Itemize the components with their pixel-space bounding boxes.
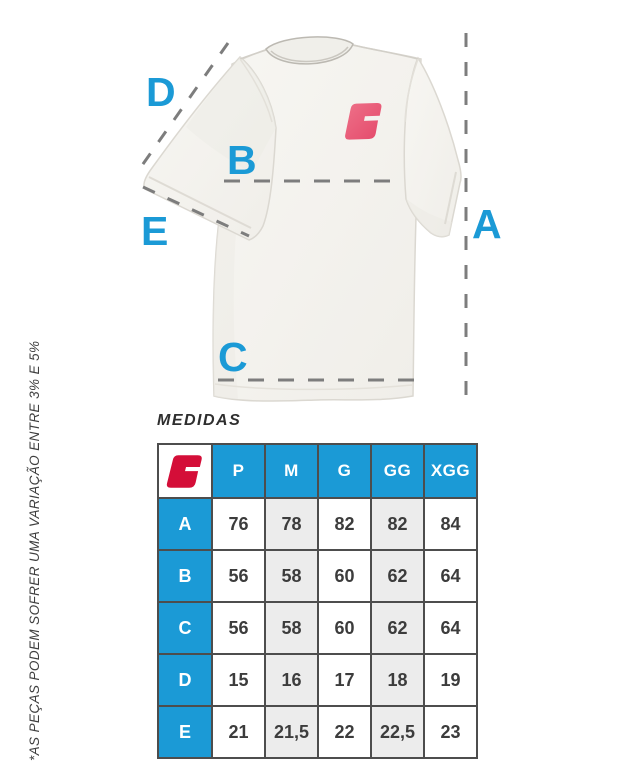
cell-e-gg: 22,5 — [372, 707, 423, 757]
tshirt-illustration — [144, 37, 461, 401]
cell-b-g: 60 — [319, 551, 370, 601]
cell-e-m: 21,5 — [266, 707, 317, 757]
table-title: MEDIDAS — [157, 412, 242, 429]
cell-c-p: 56 — [213, 603, 264, 653]
cell-e-g: 22 — [319, 707, 370, 757]
cell-e-xgg: 23 — [425, 707, 476, 757]
cell-a-gg: 82 — [372, 499, 423, 549]
cell-c-m: 58 — [266, 603, 317, 653]
size-table — [157, 443, 478, 759]
cell-d-xgg: 19 — [425, 655, 476, 705]
cell-a-xgg: 84 — [425, 499, 476, 549]
measure-label-a: A — [472, 201, 502, 247]
variation-note: *AS PEÇAS PODEM SOFRER UMA VARIAÇÃO ENTRE 3% E 5% — [27, 340, 42, 761]
column-header-g: G — [319, 445, 370, 497]
row-label-c: C — [159, 603, 211, 653]
row-label-d: D — [159, 655, 211, 705]
row-label-e: E — [159, 707, 211, 757]
cell-d-g: 17 — [319, 655, 370, 705]
column-header-xgg: XGG — [425, 445, 476, 497]
cell-a-g: 82 — [319, 499, 370, 549]
brand-g-logo-icon — [166, 454, 204, 489]
measure-label-e: E — [141, 208, 169, 254]
cell-a-m: 78 — [266, 499, 317, 549]
measure-label-d: D — [146, 69, 176, 115]
cell-a-p: 76 — [213, 499, 264, 549]
brand-logo-cell — [159, 445, 211, 497]
cell-d-gg: 18 — [372, 655, 423, 705]
cell-e-p: 21 — [213, 707, 264, 757]
cell-b-p: 56 — [213, 551, 264, 601]
cell-c-g: 60 — [319, 603, 370, 653]
cell-b-xgg: 64 — [425, 551, 476, 601]
column-header-p: P — [213, 445, 264, 497]
row-label-b: B — [159, 551, 211, 601]
measure-label-b: B — [227, 137, 257, 183]
cell-d-m: 16 — [266, 655, 317, 705]
column-header-gg: GG — [372, 445, 423, 497]
row-label-a: A — [159, 499, 211, 549]
cell-c-gg: 62 — [372, 603, 423, 653]
cell-b-m: 58 — [266, 551, 317, 601]
measure-label-c: C — [218, 334, 248, 380]
column-header-m: M — [266, 445, 317, 497]
cell-d-p: 15 — [213, 655, 264, 705]
cell-c-xgg: 64 — [425, 603, 476, 653]
cell-b-gg: 62 — [372, 551, 423, 601]
